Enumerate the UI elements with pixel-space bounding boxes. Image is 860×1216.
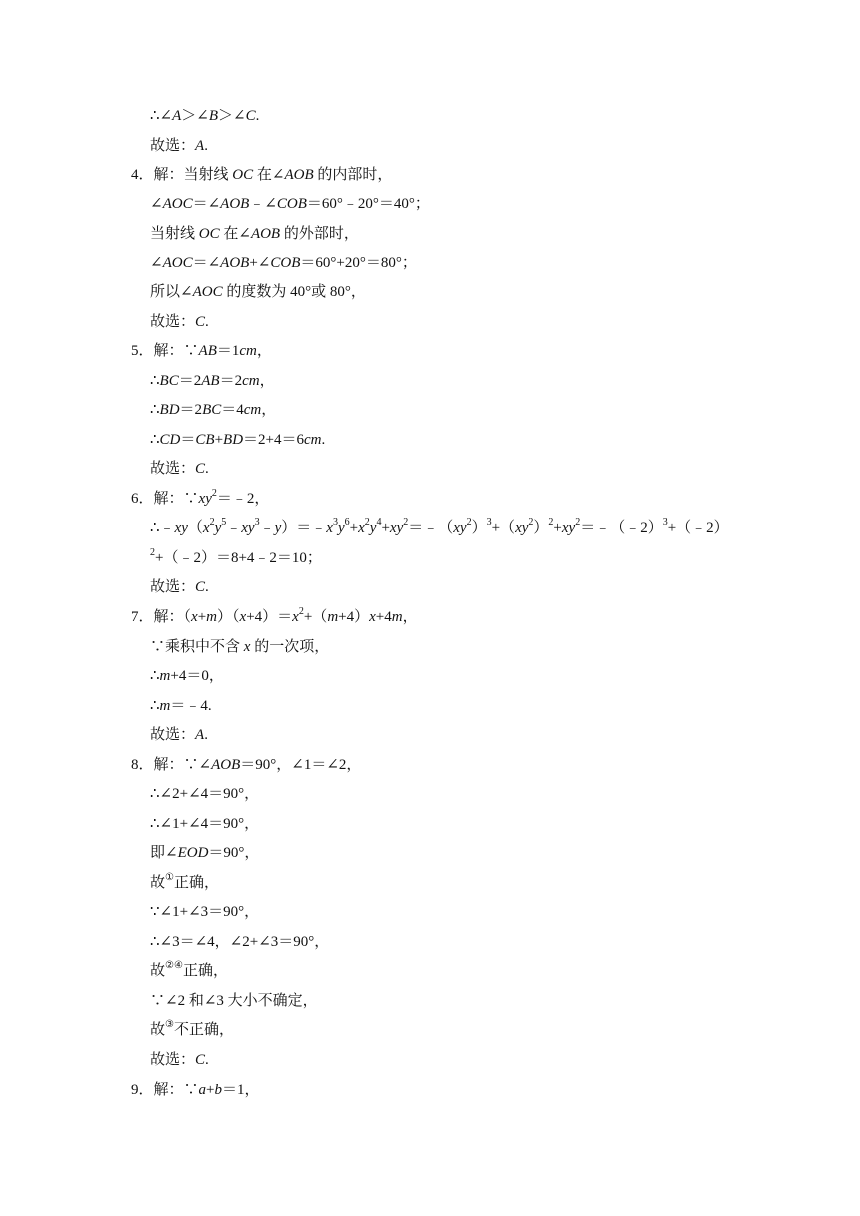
solution-line	[150, 400, 276, 420]
text-segment: ∵∠2 和∠3 大小不确定，	[150, 993, 318, 1009]
text-segment: ﹣y）＝﹣x	[259, 520, 333, 536]
text-segment: 即∠EOD＝90°，	[150, 845, 260, 861]
text-segment: 故	[150, 1022, 166, 1038]
text-segment: +（﹣2）	[667, 520, 729, 536]
solution-line	[150, 902, 259, 922]
solution-line	[150, 696, 212, 716]
text-segment: y	[337, 520, 345, 536]
solution-line	[150, 1050, 209, 1070]
text-segment: ∴∠2+∠4＝90°，	[150, 786, 260, 802]
text-segment: +（xy	[491, 520, 529, 536]
exponent: 2	[528, 517, 534, 528]
text-segment: ∴m＝﹣4.	[150, 698, 212, 714]
text-segment: ﹣xy	[226, 520, 255, 536]
exponent: 3	[486, 517, 492, 528]
question-number: 9．	[131, 1082, 154, 1098]
text-segment: 故选：A.	[150, 727, 208, 743]
text-segment: 解：当射线 OC 在∠AOB 的内部时，	[153, 167, 393, 183]
exponent: 2	[211, 488, 217, 499]
solution-line	[150, 371, 275, 391]
solution-line	[150, 932, 329, 952]
solution-line	[150, 991, 318, 1011]
text-segment: ）	[533, 520, 549, 536]
text-segment: 当射线 OC 在∠AOB 的外部时，	[150, 226, 359, 242]
solution-line	[131, 607, 418, 627]
text-segment: 故选：C.	[150, 314, 209, 330]
exponent: 3	[332, 517, 338, 528]
exponent: 3	[254, 517, 260, 528]
solution-line	[150, 430, 325, 450]
solution-line	[131, 489, 269, 509]
exponent: 2	[298, 606, 304, 617]
text-segment: ）	[471, 520, 487, 536]
solution-line	[150, 194, 430, 214]
exponent: 2	[403, 517, 409, 528]
text-segment: 解：（x+m）（x+4）＝x	[153, 609, 299, 625]
text-segment: ∴∠3＝∠4，∠2+∠3＝90°，	[150, 934, 330, 950]
solution-line	[150, 312, 209, 332]
solution-line	[150, 637, 329, 657]
solution-line	[150, 136, 208, 156]
text-segment: 所以∠AOC 的度数为 40°或 80°，	[150, 284, 366, 300]
text-segment: 故选：C.	[150, 1052, 209, 1068]
text-segment: +（﹣2）＝8+4﹣2＝10；	[155, 550, 322, 566]
solution-line	[150, 282, 366, 302]
text-segment: ∴BD＝2BC＝4cm，	[150, 402, 277, 418]
text-segment: ∴m+4＝0，	[150, 668, 224, 684]
exponent: ①	[165, 872, 174, 883]
solution-line	[150, 725, 208, 745]
exponent: 3	[662, 517, 668, 528]
text-segment: 故	[150, 875, 166, 891]
text-segment: ∴BC＝2AB＝2cm，	[150, 373, 275, 389]
solution-line	[150, 873, 219, 893]
text-segment: 故	[150, 963, 166, 979]
solution-line	[150, 1020, 234, 1040]
solution-line	[150, 666, 224, 686]
text-segment: +x	[349, 520, 365, 536]
solution-line	[150, 518, 729, 538]
text-segment: ∴∠1+∠4＝90°，	[150, 816, 260, 832]
text-segment: 解：∵xy	[153, 491, 212, 507]
text-segment: ＝﹣（﹣2）	[580, 520, 663, 536]
text-segment: ∴∠A＞∠B＞∠C.	[150, 108, 260, 124]
exponent: 2	[364, 517, 370, 528]
solution-line	[150, 224, 359, 244]
text-segment: +xy	[381, 520, 404, 536]
exponent: 2	[548, 517, 554, 528]
solution-line	[131, 1080, 260, 1100]
text-segment: +（m+4）x+4m，	[303, 609, 418, 625]
question-number: 6．	[131, 491, 154, 507]
question-number: 5．	[131, 343, 154, 359]
question-number: 8．	[131, 757, 154, 773]
solution-line	[150, 577, 209, 597]
solution-line	[150, 843, 259, 863]
exponent: ②④	[165, 960, 183, 971]
text-segment: 不正确，	[173, 1022, 234, 1038]
solution-line	[150, 784, 259, 804]
text-segment: 正确，	[182, 963, 228, 979]
exponent: 2	[575, 517, 581, 528]
text-segment: ＝﹣2，	[216, 491, 270, 507]
text-segment: 故选：C.	[150, 461, 209, 477]
question-number: 4．	[131, 167, 154, 183]
solution-line	[131, 755, 361, 775]
text-segment: 故选：C.	[150, 579, 209, 595]
text-segment: ∴﹣xy（x	[150, 520, 210, 536]
exponent: 5	[221, 517, 227, 528]
exponent: 2	[150, 547, 155, 558]
text-segment: y	[214, 520, 222, 536]
solution-line	[131, 341, 272, 361]
text-segment: ∠AOC＝∠AOB﹣∠COB＝60°﹣20°＝40°；	[150, 196, 430, 212]
exponent: 2	[466, 517, 472, 528]
solution-line	[150, 961, 228, 981]
exponent: 4	[376, 517, 382, 528]
solution-line	[150, 459, 209, 479]
solution-line	[150, 814, 259, 834]
solution-line	[150, 548, 322, 568]
exponent: ③	[165, 1019, 174, 1030]
question-number: 7．	[131, 609, 154, 625]
solution-line	[150, 106, 259, 126]
exponent: 2	[209, 517, 215, 528]
text-segment: ＝﹣（xy	[408, 520, 467, 536]
text-segment: 故选：A.	[150, 138, 208, 154]
text-segment: ∴CD＝CB+BD＝2+4＝6cm.	[150, 432, 326, 448]
solution-line	[131, 165, 392, 185]
solution-line	[150, 253, 417, 273]
text-segment: ∵乘积中不含 x 的一次项，	[150, 639, 330, 655]
text-segment: 解：∵a+b＝1，	[153, 1082, 260, 1098]
text-segment: +xy	[553, 520, 576, 536]
text-segment: y	[369, 520, 377, 536]
text-segment: 解：∵∠AOB＝90°，∠1＝∠2，	[153, 757, 362, 773]
exponent: 6	[344, 517, 350, 528]
text-segment: 正确，	[173, 875, 219, 891]
text-segment: ∠AOC＝∠AOB+∠COB＝60°+20°＝80°；	[150, 255, 417, 271]
text-segment: 解：∵AB＝1cm，	[153, 343, 272, 359]
text-segment: ∵∠1+∠3＝90°，	[150, 904, 260, 920]
